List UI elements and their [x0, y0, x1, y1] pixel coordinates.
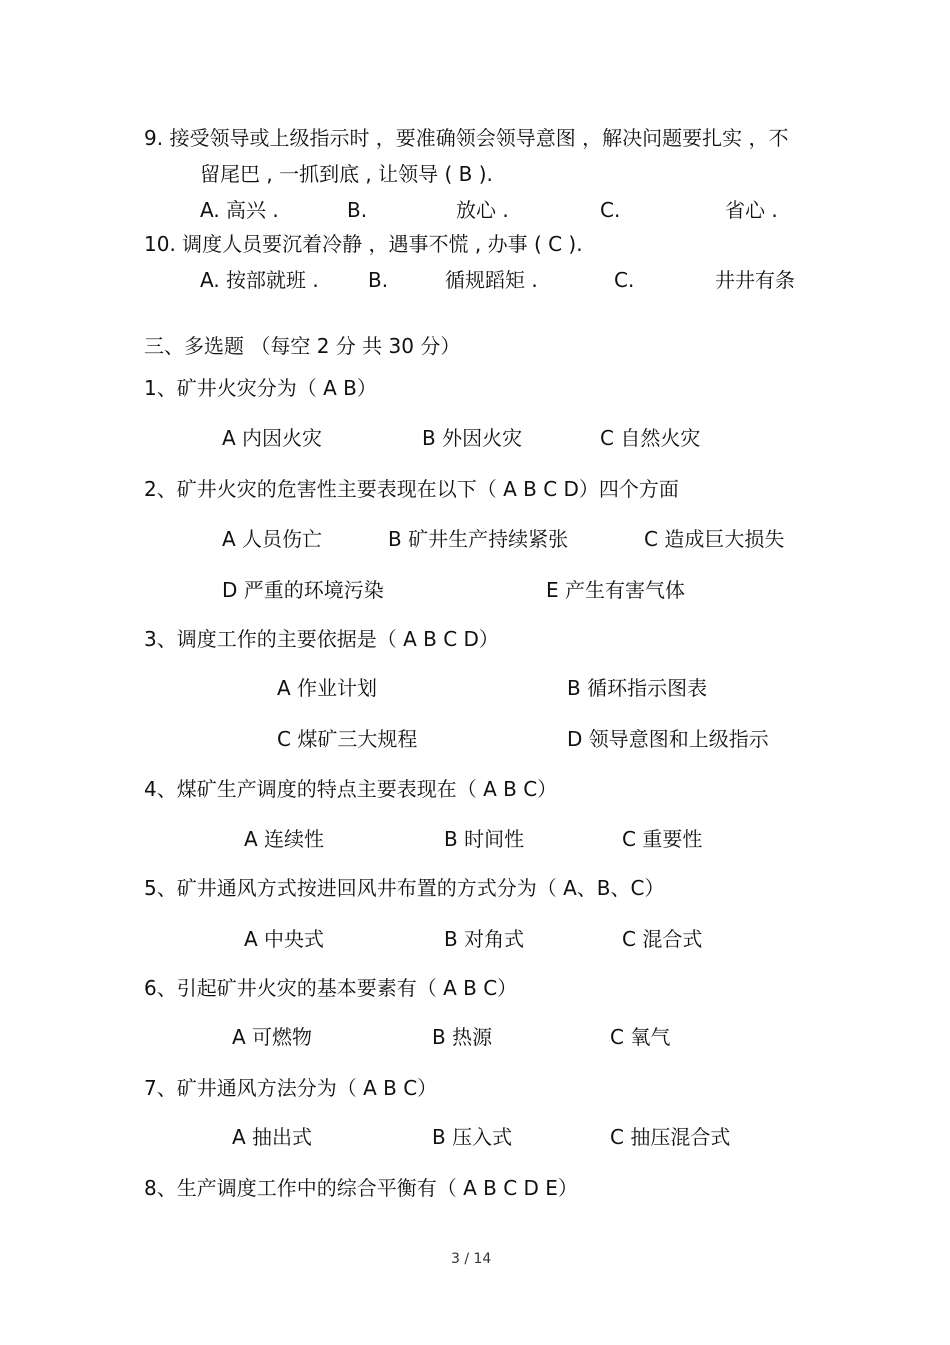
question-10-option-b-label: B. — [368, 268, 389, 292]
mq2-option: A 人员伤亡 — [222, 527, 323, 551]
mq6-option: A 可燃物 — [232, 1025, 313, 1049]
mq3-question: 3、调度工作的主要依据是（ A B C D） — [144, 627, 499, 651]
mq1-option: C 自然火灾 — [600, 426, 701, 450]
mq2-option: B 矿井生产持续紧张 — [388, 527, 569, 551]
question-10-option-b-text: 循规蹈矩 . — [445, 268, 538, 292]
mq4-question: 4、煤矿生产调度的特点主要表现在（ A B C） — [144, 777, 558, 801]
mq7-question: 7、矿井通风方法分为（ A B C） — [144, 1076, 438, 1100]
question-9-option-c-label: C. — [600, 198, 621, 222]
question-9-line-2: 留尾巴 , 一抓到底 , 让领导 ( B ). — [200, 162, 493, 186]
mq2-option: E 产生有害气体 — [546, 578, 685, 602]
mq3-option: A 作业计划 — [277, 676, 378, 700]
question-9-line-1: 9. 接受领导或上级指示时 ，要准确领会领导意图 ，解决问题要扎实 ，不 — [144, 126, 789, 150]
mq1-option: B 外因火灾 — [422, 426, 523, 450]
question-9-option-b-text: 放心 . — [456, 198, 509, 222]
question-9-option-a: A. 高兴 . — [200, 198, 279, 222]
mq5-option: A 中央式 — [244, 927, 325, 951]
mq5-option: C 混合式 — [622, 927, 703, 951]
mq6-question: 6、引起矿井火灾的基本要素有（ A B C） — [144, 976, 518, 1000]
mq4-option: C 重要性 — [622, 827, 703, 851]
mq7-option: A 抽出式 — [232, 1125, 313, 1149]
mq4-option: B 时间性 — [444, 827, 525, 851]
mq5-option: B 对角式 — [444, 927, 525, 951]
mq6-option: B 热源 — [432, 1025, 493, 1049]
mq3-option: D 领导意图和上级指示 — [567, 727, 769, 751]
mq2-option: D 严重的环境污染 — [222, 578, 384, 602]
mq4-option: A 连续性 — [244, 827, 325, 851]
question-10-option-c-label: C. — [614, 268, 635, 292]
page-number: 3 / 14 — [451, 1251, 492, 1267]
mq3-option: C 煤矿三大规程 — [277, 727, 418, 751]
mq7-option: C 抽压混合式 — [610, 1125, 731, 1149]
question-10-line-1: 10. 调度人员要沉着冷静 ，遇事不慌 , 办事 ( C ). — [144, 232, 583, 256]
mq1-option: A 内因火灾 — [222, 426, 323, 450]
question-10-option-a: A. 按部就班 . — [200, 268, 319, 292]
question-9-option-c-text: 省心 . — [725, 198, 778, 222]
mq3-option: B 循环指示图表 — [567, 676, 708, 700]
question-9-option-b-label: B. — [347, 198, 368, 222]
mq1-question: 1、矿井火灾分为（ A B） — [144, 376, 377, 400]
mq7-option: B 压入式 — [432, 1125, 513, 1149]
mq2-question: 2、矿井火灾的危害性主要表现在以下（ A B C D）四个方面 — [144, 477, 679, 501]
mq2-option: C 造成巨大损失 — [644, 527, 785, 551]
section-heading: 三、多选题 （每空 2 分 共 30 分） — [144, 334, 461, 358]
mq6-option: C 氧气 — [610, 1025, 671, 1049]
mq5-question: 5、矿井通风方式按进回风井布置的方式分为（ A、B、C） — [144, 876, 665, 900]
mq8-question: 8、生产调度工作中的综合平衡有（ A B C D E） — [144, 1176, 578, 1200]
question-10-option-c-text: 井井有条 — [715, 268, 795, 292]
